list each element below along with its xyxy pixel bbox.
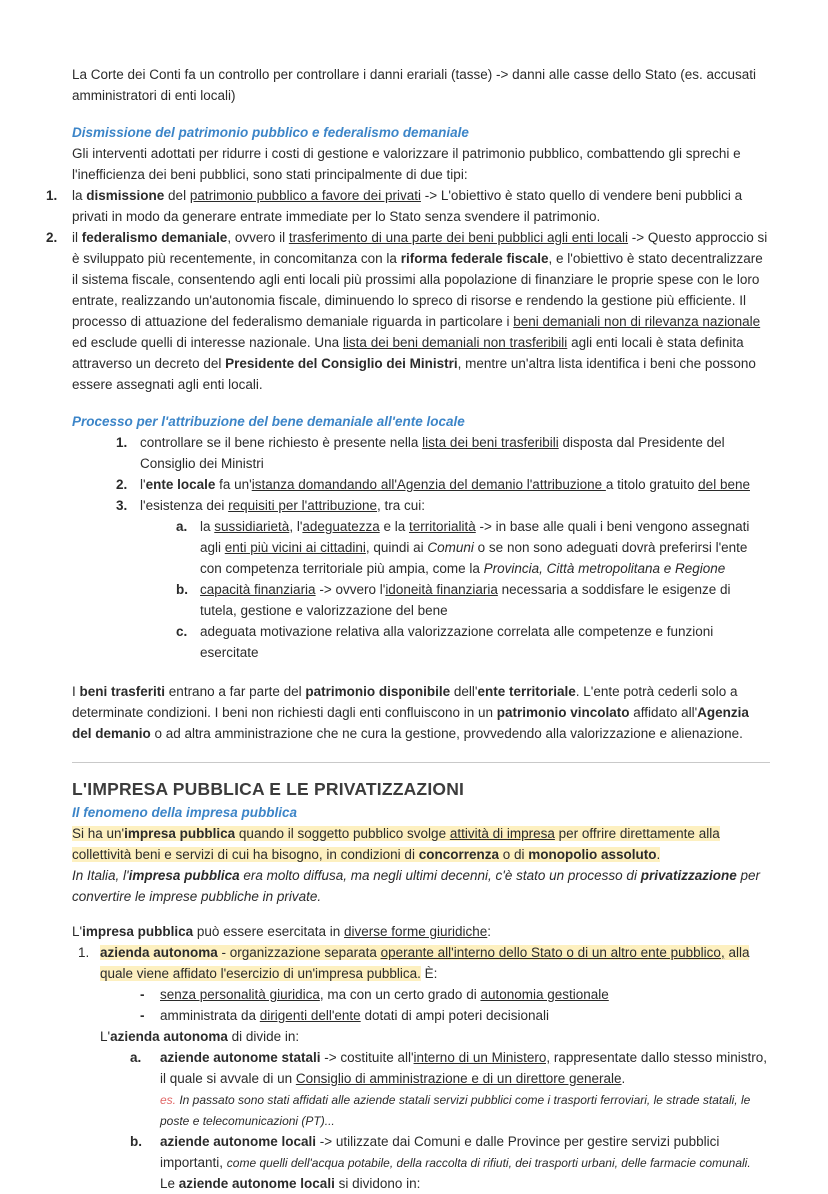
text-run: per convertire le imprese pubbliche in private. bbox=[72, 868, 760, 904]
document-paragraph bbox=[100, 1026, 770, 1047]
text-run: . bbox=[656, 847, 661, 862]
text-run: aziende autonome locali bbox=[160, 1134, 317, 1149]
text-run: : bbox=[487, 924, 492, 939]
list-item bbox=[130, 1131, 770, 1173]
spacer bbox=[72, 907, 770, 921]
text-run: controllare se il bene richiesto è presente nella bbox=[140, 435, 423, 450]
text-run: patrimonio pubblico a favore dei privati bbox=[189, 188, 421, 203]
text-run: l'esistenza dei bbox=[140, 498, 229, 513]
list-marker: a. bbox=[130, 1050, 142, 1065]
list-item bbox=[140, 1005, 770, 1026]
list-item bbox=[46, 185, 770, 227]
text-run: aziende autonome statali bbox=[160, 1050, 321, 1065]
text-run: -> utilizzate dai Comuni e dalle Province per gestire servizi pubblici importanti, bbox=[160, 1134, 720, 1170]
text-run: aziende autonome locali bbox=[178, 1176, 335, 1191]
text-run: dell' bbox=[450, 684, 478, 699]
text-run: la bbox=[72, 188, 87, 203]
text-run: -> ovvero l' bbox=[315, 582, 386, 597]
list-marker: b. bbox=[176, 582, 188, 597]
list-marker: 1. bbox=[116, 435, 128, 450]
text-run: diverse forme giuridiche bbox=[343, 924, 488, 939]
text-run: a titolo gratuito bbox=[605, 477, 699, 492]
list-item bbox=[176, 621, 770, 663]
text-run: , l' bbox=[289, 519, 303, 534]
text-run: azienda autonoma bbox=[110, 1029, 228, 1044]
text-run: l' bbox=[140, 477, 146, 492]
list-item bbox=[46, 227, 770, 395]
text-run: Provincia, Città metropolitana e Regione bbox=[483, 561, 726, 576]
text-run: . bbox=[621, 1071, 626, 1086]
text-run: interno di un Ministero, bbox=[413, 1050, 551, 1065]
list-marker: c. bbox=[176, 624, 188, 639]
text-run: era molto diffusa, ma negli ultimi decenni, c'è stato un processo di bbox=[239, 868, 641, 883]
list-marker: a. bbox=[176, 519, 188, 534]
spacer bbox=[72, 663, 770, 681]
list-item bbox=[116, 432, 770, 474]
text-run: Comuni bbox=[427, 540, 474, 555]
text-run: del bene bbox=[698, 477, 750, 492]
text-run: quando il soggetto pubblico svolge bbox=[235, 826, 450, 841]
text-run: fa un' bbox=[215, 477, 252, 492]
document-paragraph bbox=[72, 921, 770, 942]
list-item bbox=[130, 1047, 770, 1089]
text-run: dotati di ampi poteri decisionali bbox=[360, 1008, 550, 1023]
text-run: La Corte dei Conti fa un controllo per controllare i danni erariali (tasse) -> danni alle casse dello Stato (es. accusati amministratori di enti locali) bbox=[72, 67, 756, 103]
list-item bbox=[116, 474, 770, 495]
list-item bbox=[176, 516, 770, 579]
text-run: adeguatezza bbox=[302, 519, 380, 534]
text-run: Consiglio di amministrazione e di un direttore generale bbox=[295, 1071, 622, 1086]
text-run: impresa pubblica bbox=[124, 826, 236, 841]
list-marker: b. bbox=[130, 1134, 142, 1149]
text-run: beni trasferiti bbox=[79, 684, 166, 699]
text-run: dirigenti dell'ente bbox=[259, 1008, 361, 1023]
text-run: entrano a far parte del bbox=[165, 684, 306, 699]
spacer bbox=[72, 744, 770, 762]
text-run: azienda autonoma bbox=[100, 945, 218, 960]
text-run: -> in base alle quali i beni vengono assegnati agli bbox=[200, 519, 750, 555]
list-marker: 3. bbox=[116, 498, 128, 513]
text-run: disposta dal Presidente del Consiglio dei Ministri bbox=[140, 435, 725, 471]
text-run: come quelli dell'acqua potabile, della raccolta di rifiuti, dei trasporti urbani, delle farmacie comunali. bbox=[226, 1156, 751, 1170]
text-run: o di bbox=[498, 847, 529, 862]
subheading: Dismissione del patrimonio pubblico e federalismo demaniale bbox=[72, 125, 469, 140]
text-run: e la bbox=[379, 519, 409, 534]
list-marker: 1. bbox=[78, 945, 90, 960]
text-run: sussidiarietà bbox=[214, 519, 290, 534]
list-marker: 2. bbox=[46, 230, 58, 245]
text-run: ed esclude quelli di interesse nazionale. Una bbox=[72, 335, 343, 350]
text-run: Agenzia del demanio bbox=[72, 705, 749, 741]
list-marker: - bbox=[140, 1008, 145, 1023]
text-run: o se non sono adeguati dovrà preferirsi l'ente con competenza territoriale più ampia, come la bbox=[200, 540, 748, 576]
text-run: capacità finanziaria bbox=[200, 582, 316, 597]
spacer bbox=[72, 763, 770, 777]
text-run: lista dei beni trasferibili bbox=[422, 435, 559, 450]
text-run: il bbox=[72, 230, 82, 245]
document-paragraph bbox=[160, 1173, 770, 1194]
text-run: territorialità bbox=[409, 519, 476, 534]
text-run: trasferimento di una parte dei beni pubblici agli enti locali bbox=[288, 230, 629, 245]
document-paragraph bbox=[72, 823, 770, 865]
text-run: ente territoriale bbox=[477, 684, 576, 699]
text-run: beni demaniali non di rilevanza nazionale bbox=[513, 314, 761, 329]
text-run: riforma federale fiscale bbox=[400, 251, 549, 266]
text-run: patrimonio disponibile bbox=[305, 684, 451, 699]
text-run: -> Questo approccio si è sviluppato più recentemente, in concomitanza con la bbox=[72, 230, 768, 266]
text-run: federalismo demaniale bbox=[81, 230, 228, 245]
section-heading: L'IMPRESA PUBBLICA E LE PRIVATIZZAZIONI bbox=[72, 779, 465, 799]
spacer bbox=[72, 106, 770, 122]
text-run: istanza domandando all'Agenzia del demanio l'attribuzione bbox=[251, 477, 606, 492]
list-item bbox=[116, 495, 770, 516]
text-run: Le bbox=[160, 1176, 179, 1191]
text-run: patrimonio vincolato bbox=[496, 705, 630, 720]
text-run: es. bbox=[160, 1093, 180, 1107]
document-paragraph bbox=[72, 681, 770, 744]
list-marker: 2. bbox=[116, 477, 128, 492]
text-run: amministrata da bbox=[160, 1008, 260, 1023]
text-run: lista dei beni demaniali non trasferibili bbox=[342, 335, 568, 350]
text-run: la bbox=[200, 519, 215, 534]
text-run: In Italia, l' bbox=[72, 868, 129, 883]
text-run: -> L'obiettivo è stato quello di vendere beni pubblici a privati in modo da generare entrate immediate per lo Stato senza svendere il patrimonio. bbox=[72, 188, 743, 224]
text-run: , quindi ai bbox=[365, 540, 428, 555]
subheading: Il fenomeno della impresa pubblica bbox=[72, 805, 298, 820]
text-run: di divide in: bbox=[227, 1029, 300, 1044]
text-run: L' bbox=[72, 924, 83, 939]
text-run: ente locale bbox=[145, 477, 216, 492]
text-run: , ovvero il bbox=[227, 230, 289, 245]
text-run: può essere esercitata in bbox=[193, 924, 344, 939]
text-run: concorrenza bbox=[418, 847, 499, 862]
list-item bbox=[78, 942, 770, 984]
text-run: Gli interventi adottati per ridurre i costi di gestione e valorizzare il patrimonio pubblico, combattendo gli sprechi e l'inefficienza dei beni pubblici, sono stati principalmente di due tipi: bbox=[72, 146, 741, 182]
list-marker: - bbox=[140, 987, 145, 1002]
text-run: , ma con un certo grado di bbox=[319, 987, 481, 1002]
document-paragraph bbox=[160, 1089, 770, 1131]
text-run: L' bbox=[100, 1029, 111, 1044]
text-run: , mentre un'altra lista identifica i beni che possono essere assegnati agli enti locali. bbox=[72, 356, 756, 392]
text-run: dismissione bbox=[86, 188, 165, 203]
text-run: requisiti per l'attribuzione bbox=[228, 498, 378, 513]
list-item bbox=[140, 984, 770, 1005]
spacer bbox=[72, 395, 770, 411]
text-run: attività di impresa bbox=[449, 826, 555, 841]
text-run: , e l'obiettivo è stato decentralizzare il sistema fiscale, consentendo agli enti locali più prossimi alla popolazione di finanziare le proprie spese con le loro entrate, realizzando un'autonomia fiscale, diminuendo lo spreco di risorse e rendendo la gestione più efficiente. Il processo di attuazione del federalismo demaniale riguarda in particolare i bbox=[72, 251, 763, 329]
document-paragraph bbox=[72, 64, 770, 106]
text-run: Si ha un' bbox=[72, 826, 125, 841]
text-run: autonomia gestionale bbox=[480, 987, 609, 1002]
text-run: Presidente del Consiglio dei Ministri bbox=[225, 356, 458, 371]
text-run: o ad altra amministrazione che ne cura la gestione, provvedendo alla valorizzazione e alienazione. bbox=[150, 726, 743, 741]
text-run: - organizzazione separata bbox=[217, 945, 381, 960]
text-run: per offrire direttamente alla collettività beni e servizi di cui ha bisogno, in condizioni di bbox=[72, 826, 720, 862]
document-paragraph bbox=[72, 143, 770, 185]
list-item bbox=[176, 579, 770, 621]
text-run: necessaria a soddisfare le esigenze di tutela, gestione e valorizzazione del bene bbox=[200, 582, 731, 618]
text-run: . L'ente potrà cederli solo a determinate condizioni. I beni non richiesti dagli enti confluiscono in un bbox=[72, 684, 738, 720]
text-run: rappresentate dallo stesso ministro, il quale si avvale di un bbox=[160, 1050, 767, 1086]
text-run: enti più vicini ai cittadini bbox=[224, 540, 366, 555]
text-run: , tra cui: bbox=[377, 498, 426, 513]
list-marker: 1. bbox=[46, 188, 58, 203]
text-run: privatizzazione bbox=[640, 868, 737, 883]
text-run: affidato all' bbox=[629, 705, 698, 720]
text-run: agli enti locali è stata definita attraverso un decreto del bbox=[72, 335, 744, 371]
text-run: impresa pubblica bbox=[128, 868, 240, 883]
text-run: impresa pubblica bbox=[82, 924, 194, 939]
text-run: senza personalità giuridica bbox=[160, 987, 320, 1002]
text-run: In passato sono stati affidati alle aziende statali servizi pubblici come i trasporti ferroviari, le strade statali, le poste e telecomunicazioni (PT)... bbox=[160, 1093, 751, 1128]
text-run: -> costituite all' bbox=[320, 1050, 414, 1065]
text-run: del bbox=[164, 188, 190, 203]
document-body bbox=[46, 64, 770, 1194]
text-run: si dividono in: bbox=[334, 1176, 421, 1191]
text-run: È: bbox=[420, 966, 438, 981]
text-run: monopolio assoluto bbox=[528, 847, 657, 862]
text-run: operante all'interno dello Stato o di un altro ente pubblico, bbox=[380, 945, 725, 960]
subheading: Processo per l'attribuzione del bene demaniale all'ente locale bbox=[72, 414, 465, 429]
text-run: alla quale viene affidato l'esercizio di un'impresa pubblica. bbox=[100, 945, 750, 981]
text-run: idoneità finanziaria bbox=[385, 582, 498, 597]
text-run: adeguata motivazione relativa alla valorizzazione correlata alle competenze e funzioni esercitate bbox=[200, 624, 714, 660]
document-paragraph bbox=[72, 865, 770, 907]
text-run: I bbox=[72, 684, 80, 699]
